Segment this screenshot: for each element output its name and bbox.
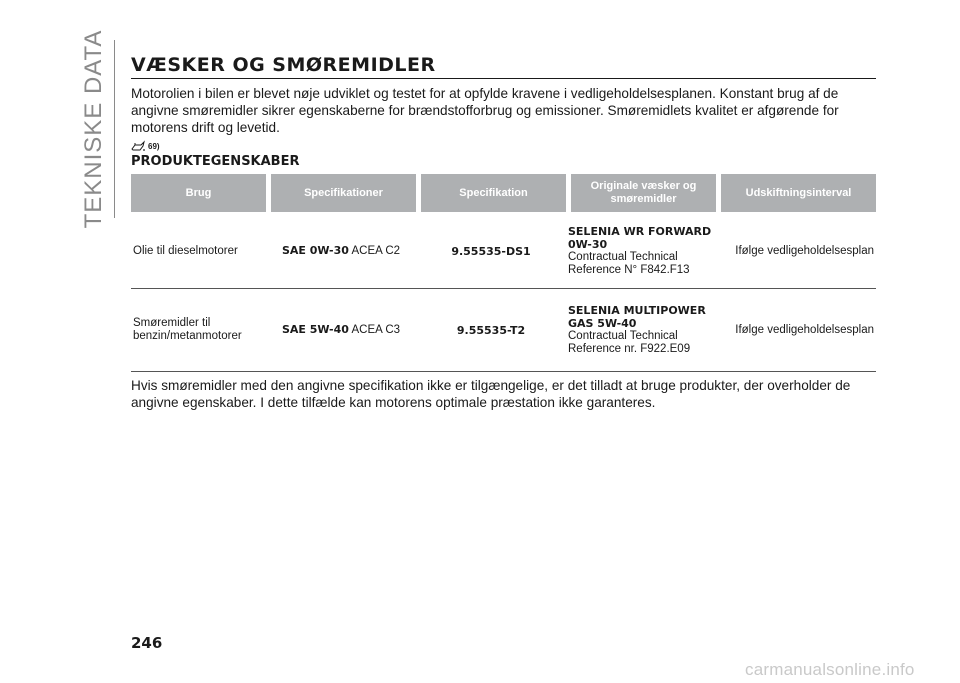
table-header-row (131, 174, 876, 214)
intro-paragraph: Motorolien i bilen er blevet nøje udviklet og testet for at opfylde kravene i vedligeholdelsesplanen. Konstant brug af de angivne smøremidler sikrer egenskaberne for brændstofforbrug og emissioner. Smøremidlets kvalitet er afgørende for motorens drift og levetid. (131, 86, 839, 135)
cell-specification: 9.55535-DS1 (416, 214, 566, 289)
spec-grade: SAE 0W-30 (281, 244, 349, 257)
product-table (131, 174, 876, 372)
section-title: VÆSKER OG SMØREMIDLER (131, 54, 876, 79)
note-paragraph: Hvis smøremidler med den angivne specifikation ikke er tilgængelige, er det tilladt at bruge produkter, der overholder de angivne egenskaber. I dette tilfælde kan motorens optimale præstation ikke garanteres. (131, 378, 851, 410)
warning-number: 69) (148, 141, 160, 151)
product-reference: Contractual Technical Reference N° F842.F13 (568, 251, 690, 276)
table-row (131, 214, 876, 289)
product-name: SELENIA MULTIPOWER GAS 5W-40 (568, 304, 706, 330)
product-name: SELENIA WR FORWARD 0W-30 (568, 225, 712, 251)
header-change-interval: Udskiftningsinterval (716, 174, 876, 214)
cell-interval: Ifølge vedligeholdelsesplan (716, 214, 876, 289)
cell-product (566, 289, 716, 372)
cell-use: Olie til dieselmotorer (131, 214, 266, 289)
main-content (131, 54, 876, 411)
oil-can-icon (131, 140, 145, 152)
cell-specification: 9.55535-T2 (416, 289, 566, 372)
cell-product (566, 214, 716, 289)
header-original-fluids: Originale væsker og smøremidler (566, 174, 716, 214)
cell-use: Smøremidler til benzin/metanmotorer (131, 289, 266, 372)
table-row (131, 289, 876, 372)
spec-acea: ACEA C2 (348, 245, 401, 257)
header-use: Brug (131, 174, 266, 214)
chapter-label: TEKNISKE DATA (80, 29, 107, 229)
cell-interval: Ifølge vedligeholdelsesplan (716, 289, 876, 372)
side-chapter-tab (74, 29, 115, 229)
warning-reference (131, 139, 876, 153)
spec-grade: SAE 5W-40 (281, 323, 349, 336)
page-number: 246 (131, 634, 163, 652)
header-specifications: Specifikationer (266, 174, 416, 214)
cell-spec (266, 214, 416, 289)
product-properties-heading: PRODUKTEGENSKABER (131, 154, 300, 169)
watermark: carmanualsonline.info (745, 660, 915, 679)
header-specification: Specifikation (416, 174, 566, 214)
product-reference: Contractual Technical Reference nr. F922.E09 (568, 330, 691, 355)
cell-spec (266, 289, 416, 372)
spec-acea: ACEA C3 (348, 324, 401, 336)
